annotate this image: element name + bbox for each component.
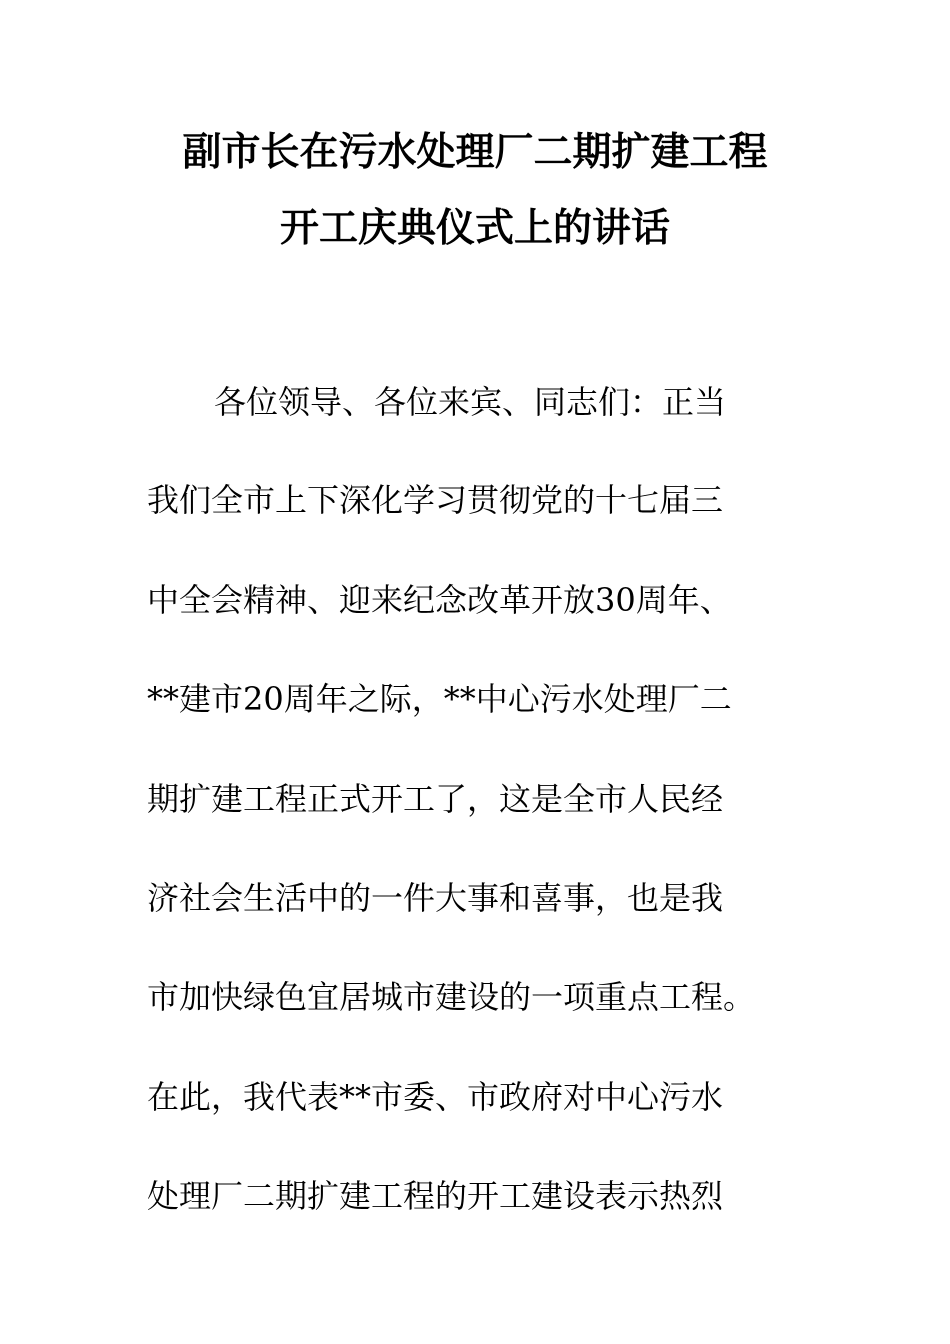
document-title-line-2: 开工庆典仪式上的讲话 — [279, 205, 670, 251]
body-line-1: 各位领导、各位来宾、同志们：正当 — [214, 383, 727, 421]
body-line-3: 中全会精神、迎来纪念改革开放30周年、 — [147, 581, 732, 619]
document-title-line-1: 副市长在污水处理厂二期扩建工程 — [182, 129, 768, 175]
body-line-9: 处理厂二期扩建工程的开工建设表示热烈 — [147, 1177, 724, 1215]
body-line-8: 在此，我代表**市委、市政府对中心污水 — [147, 1078, 724, 1116]
body-line-4: **建市20周年之际，**中心污水处理厂二 — [147, 680, 732, 718]
body-line-7: 市加快绿色宜居城市建设的一项重点工程。 — [147, 978, 756, 1016]
body-line-2: 我们全市上下深化学习贯彻党的十七届三 — [147, 481, 724, 519]
body-line-6: 济社会生活中的一件大事和喜事，也是我 — [147, 879, 724, 917]
body-line-5: 期扩建工程正式开工了，这是全市人民经 — [147, 780, 724, 818]
